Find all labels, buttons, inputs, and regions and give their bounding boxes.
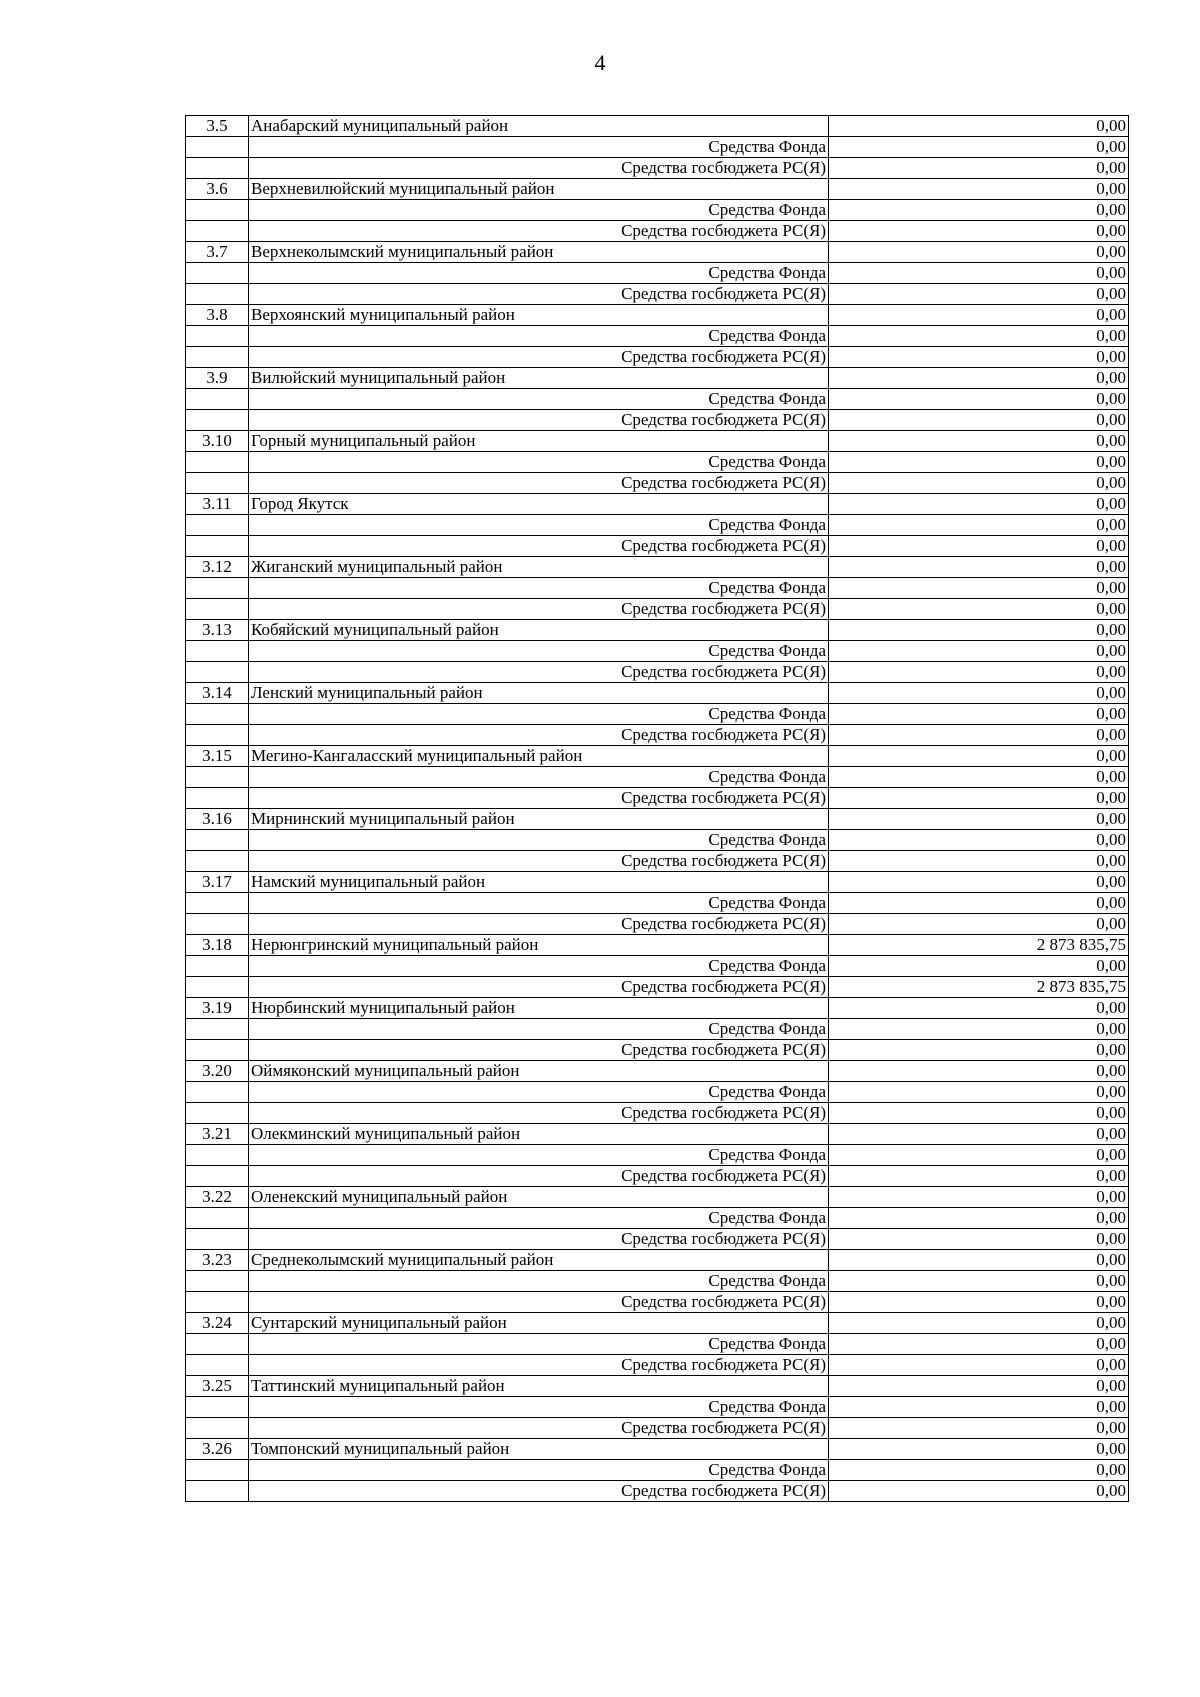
budget-label: Средства госбюджета РС(Я) [249,1418,829,1439]
budget-value: 0,00 [829,1292,1129,1313]
budget-value: 0,00 [829,473,1129,494]
table-row-budget [186,1418,1129,1439]
fund-label: Средства Фонда [249,1082,829,1103]
empty-cell [186,578,249,599]
district-name: Сунтарский муниципальный район [249,1313,829,1334]
district-name: Намский муниципальный район [249,872,829,893]
table-row-district [186,1439,1129,1460]
table-row-fund [186,1082,1129,1103]
table-row-district [186,935,1129,956]
empty-cell [186,263,249,284]
budget-label: Средства госбюджета РС(Я) [249,1040,829,1061]
row-number: 3.16 [186,809,249,830]
budget-value: 0,00 [829,1103,1129,1124]
district-name: Верхоянский муниципальный район [249,305,829,326]
budget-label: Средства госбюджета РС(Я) [249,725,829,746]
table-row-fund [186,137,1129,158]
budget-value: 0,00 [829,1355,1129,1376]
fund-label: Средства Фонда [249,1271,829,1292]
table-row-fund [186,1460,1129,1481]
empty-cell [186,284,249,305]
empty-cell [186,158,249,179]
district-name: Город Якутск [249,494,829,515]
table-row-fund [186,830,1129,851]
empty-cell [186,1334,249,1355]
fund-value: 0,00 [829,1460,1129,1481]
table-row-budget [186,977,1129,998]
row-number: 3.19 [186,998,249,1019]
fund-value: 0,00 [829,200,1129,221]
row-number: 3.23 [186,1250,249,1271]
table-row-district [186,683,1129,704]
fund-value: 0,00 [829,578,1129,599]
budget-value: 0,00 [829,725,1129,746]
table-row-budget [186,1292,1129,1313]
budget-label: Средства госбюджета РС(Я) [249,1292,829,1313]
row-number: 3.25 [186,1376,249,1397]
district-total: 0,00 [829,809,1129,830]
table-row-fund [186,263,1129,284]
empty-cell [186,725,249,746]
fund-label: Средства Фонда [249,704,829,725]
district-total: 0,00 [829,368,1129,389]
fund-label: Средства Фонда [249,767,829,788]
budget-value: 0,00 [829,347,1129,368]
empty-cell [186,473,249,494]
fund-label: Средства Фонда [249,1208,829,1229]
table-row-budget [186,599,1129,620]
district-total: 0,00 [829,1439,1129,1460]
district-name: Нерюнгринский муниципальный район [249,935,829,956]
empty-cell [186,536,249,557]
empty-cell [186,1292,249,1313]
row-number: 3.5 [186,116,249,137]
row-number: 3.24 [186,1313,249,1334]
table-row-fund [186,200,1129,221]
fund-label: Средства Фонда [249,1145,829,1166]
district-total: 0,00 [829,494,1129,515]
budget-value: 0,00 [829,1418,1129,1439]
empty-cell [186,599,249,620]
table-row-district [186,1187,1129,1208]
table-row-fund [186,389,1129,410]
row-number: 3.9 [186,368,249,389]
district-name: Верхнеколымский муниципальный район [249,242,829,263]
budget-value: 0,00 [829,1040,1129,1061]
empty-cell [186,1040,249,1061]
empty-cell [186,389,249,410]
district-name: Оймяконский муниципальный район [249,1061,829,1082]
empty-cell [186,452,249,473]
fund-value: 0,00 [829,389,1129,410]
district-total: 0,00 [829,998,1129,1019]
budget-value: 0,00 [829,410,1129,431]
budget-label: Средства госбюджета РС(Я) [249,1166,829,1187]
empty-cell [186,914,249,935]
table-row-fund [186,1271,1129,1292]
table-row-budget [186,914,1129,935]
fund-label: Средства Фонда [249,1019,829,1040]
district-total: 0,00 [829,305,1129,326]
district-total: 0,00 [829,116,1129,137]
empty-cell [186,1103,249,1124]
fund-value: 0,00 [829,137,1129,158]
table-row-district [186,620,1129,641]
empty-cell [186,641,249,662]
budget-label: Средства госбюджета РС(Я) [249,158,829,179]
empty-cell [186,830,249,851]
empty-cell [186,1166,249,1187]
district-name: Томпонский муниципальный район [249,1439,829,1460]
table-row-budget [186,347,1129,368]
fund-label: Средства Фонда [249,956,829,977]
table-row-budget [186,536,1129,557]
budget-label: Средства госбюджета РС(Я) [249,473,829,494]
district-total: 0,00 [829,1250,1129,1271]
row-number: 3.26 [186,1439,249,1460]
empty-cell [186,704,249,725]
budget-value: 2 873 835,75 [829,977,1129,998]
empty-cell [186,767,249,788]
fund-value: 0,00 [829,263,1129,284]
row-number: 3.20 [186,1061,249,1082]
table-row-budget [186,1040,1129,1061]
empty-cell [186,1397,249,1418]
table-row-district [186,179,1129,200]
district-name: Олекминский муниципальный район [249,1124,829,1145]
budget-value: 0,00 [829,1481,1129,1502]
table-row-fund [186,1334,1129,1355]
table-row-district [186,872,1129,893]
fund-value: 0,00 [829,893,1129,914]
table-row-district [186,809,1129,830]
empty-cell [186,1418,249,1439]
budget-label: Средства госбюджета РС(Я) [249,1229,829,1250]
budget-value: 0,00 [829,221,1129,242]
district-name: Нюрбинский муниципальный район [249,998,829,1019]
empty-cell [186,1145,249,1166]
district-name: Вилюйский муниципальный район [249,368,829,389]
budget-label: Средства госбюджета РС(Я) [249,662,829,683]
budget-allocation-table [185,115,1129,1502]
fund-value: 0,00 [829,704,1129,725]
fund-label: Средства Фонда [249,200,829,221]
empty-cell [186,326,249,347]
budget-value: 0,00 [829,662,1129,683]
district-total: 2 873 835,75 [829,935,1129,956]
fund-value: 0,00 [829,515,1129,536]
table-row-district [186,557,1129,578]
budget-label: Средства госбюджета РС(Я) [249,977,829,998]
budget-label: Средства госбюджета РС(Я) [249,284,829,305]
table-row-budget [186,410,1129,431]
empty-cell [186,1229,249,1250]
budget-label: Средства госбюджета РС(Я) [249,410,829,431]
table-row-fund [186,1397,1129,1418]
table-row-district [186,1061,1129,1082]
district-name: Мирнинский муниципальный район [249,809,829,830]
fund-label: Средства Фонда [249,452,829,473]
page-number: 4 [594,50,606,75]
row-number: 3.12 [186,557,249,578]
budget-label: Средства госбюджета РС(Я) [249,914,829,935]
budget-label: Средства госбюджета РС(Я) [249,851,829,872]
table-row-district [186,746,1129,767]
table-row-budget [186,788,1129,809]
district-total: 0,00 [829,1187,1129,1208]
row-number: 3.11 [186,494,249,515]
budget-value: 0,00 [829,536,1129,557]
district-name: Верхневилюйский муниципальный район [249,179,829,200]
table-row-fund [186,1208,1129,1229]
district-name: Ленский муниципальный район [249,683,829,704]
table-row-district [186,242,1129,263]
empty-cell [186,137,249,158]
row-number: 3.13 [186,620,249,641]
empty-cell [186,1019,249,1040]
row-number: 3.22 [186,1187,249,1208]
fund-value: 0,00 [829,830,1129,851]
empty-cell [186,956,249,977]
budget-value: 0,00 [829,599,1129,620]
budget-value: 0,00 [829,1229,1129,1250]
table-row-fund [186,704,1129,725]
district-name: Среднеколымский муниципальный район [249,1250,829,1271]
district-total: 0,00 [829,1061,1129,1082]
fund-value: 0,00 [829,641,1129,662]
row-number: 3.21 [186,1124,249,1145]
fund-value: 0,00 [829,767,1129,788]
fund-value: 0,00 [829,326,1129,347]
district-name: Оленекский муниципальный район [249,1187,829,1208]
budget-label: Средства госбюджета РС(Я) [249,1103,829,1124]
district-total: 0,00 [829,620,1129,641]
fund-label: Средства Фонда [249,263,829,284]
row-number: 3.15 [186,746,249,767]
empty-cell [186,515,249,536]
fund-value: 0,00 [829,1334,1129,1355]
empty-cell [186,1481,249,1502]
table-body [186,116,1129,1502]
budget-value: 0,00 [829,158,1129,179]
row-number: 3.10 [186,431,249,452]
table-row-budget [186,662,1129,683]
district-total: 0,00 [829,1376,1129,1397]
budget-label: Средства госбюджета РС(Я) [249,599,829,620]
budget-value: 0,00 [829,284,1129,305]
district-total: 0,00 [829,872,1129,893]
fund-value: 0,00 [829,452,1129,473]
empty-cell [186,662,249,683]
budget-value: 0,00 [829,914,1129,935]
empty-cell [186,893,249,914]
fund-label: Средства Фонда [249,137,829,158]
district-name: Анабарский муниципальный район [249,116,829,137]
table-row-fund [186,578,1129,599]
table-row-budget [186,851,1129,872]
table-row-budget [186,1166,1129,1187]
table-row-district [186,1124,1129,1145]
district-total: 0,00 [829,242,1129,263]
fund-label: Средства Фонда [249,641,829,662]
table-row-budget [186,1103,1129,1124]
district-total: 0,00 [829,746,1129,767]
district-total: 0,00 [829,683,1129,704]
row-number: 3.14 [186,683,249,704]
table-row-district [186,494,1129,515]
district-total: 0,00 [829,431,1129,452]
fund-label: Средства Фонда [249,326,829,347]
district-total: 0,00 [829,557,1129,578]
table-row-budget [186,1481,1129,1502]
empty-cell [186,977,249,998]
table-row-fund [186,326,1129,347]
empty-cell [186,1355,249,1376]
table-row-fund [186,452,1129,473]
table-row-fund [186,956,1129,977]
district-total: 0,00 [829,179,1129,200]
budget-value: 0,00 [829,788,1129,809]
row-number: 3.18 [186,935,249,956]
table-row-budget [186,1355,1129,1376]
district-name: Кобяйский муниципальный район [249,620,829,641]
row-number: 3.17 [186,872,249,893]
fund-label: Средства Фонда [249,515,829,536]
empty-cell [186,200,249,221]
fund-label: Средства Фонда [249,893,829,914]
row-number: 3.6 [186,179,249,200]
table-row-budget [186,1229,1129,1250]
fund-label: Средства Фонда [249,1397,829,1418]
table-row-budget [186,473,1129,494]
empty-cell [186,410,249,431]
table-row-fund [186,515,1129,536]
fund-value: 0,00 [829,956,1129,977]
budget-label: Средства госбюджета РС(Я) [249,788,829,809]
fund-value: 0,00 [829,1019,1129,1040]
fund-value: 0,00 [829,1082,1129,1103]
district-name: Мегино-Кангаласский муниципальный район [249,746,829,767]
table-row-district [186,998,1129,1019]
empty-cell [186,1460,249,1481]
empty-cell [186,1208,249,1229]
budget-label: Средства госбюджета РС(Я) [249,1481,829,1502]
table-row-budget [186,158,1129,179]
fund-label: Средства Фонда [249,830,829,851]
empty-cell [186,851,249,872]
budget-value: 0,00 [829,851,1129,872]
district-name: Горный муниципальный район [249,431,829,452]
table-row-district [186,1313,1129,1334]
table-row-district [186,368,1129,389]
budget-label: Средства госбюджета РС(Я) [249,221,829,242]
table-row-budget [186,725,1129,746]
table-row-fund [186,641,1129,662]
table-row-district [186,1376,1129,1397]
district-total: 0,00 [829,1313,1129,1334]
empty-cell [186,788,249,809]
fund-label: Средства Фонда [249,578,829,599]
budget-value: 0,00 [829,1166,1129,1187]
fund-value: 0,00 [829,1271,1129,1292]
fund-value: 0,00 [829,1397,1129,1418]
empty-cell [186,1271,249,1292]
budget-label: Средства госбюджета РС(Я) [249,347,829,368]
empty-cell [186,1082,249,1103]
fund-value: 0,00 [829,1208,1129,1229]
district-total: 0,00 [829,1124,1129,1145]
table-row-fund [186,767,1129,788]
empty-cell [186,221,249,242]
fund-value: 0,00 [829,1145,1129,1166]
table-row-fund [186,893,1129,914]
table-row-district [186,431,1129,452]
table-row-district [186,305,1129,326]
budget-label: Средства госбюджета РС(Я) [249,1355,829,1376]
fund-label: Средства Фонда [249,389,829,410]
table-row-budget [186,221,1129,242]
district-name: Жиганский муниципальный район [249,557,829,578]
fund-label: Средства Фонда [249,1460,829,1481]
fund-label: Средства Фонда [249,1334,829,1355]
row-number: 3.7 [186,242,249,263]
table-row-fund [186,1145,1129,1166]
row-number: 3.8 [186,305,249,326]
district-name: Таттинский муниципальный район [249,1376,829,1397]
budget-label: Средства госбюджета РС(Я) [249,536,829,557]
table-row-fund [186,1019,1129,1040]
empty-cell [186,347,249,368]
table-row-budget [186,284,1129,305]
table-row-district [186,116,1129,137]
table-row-district [186,1250,1129,1271]
